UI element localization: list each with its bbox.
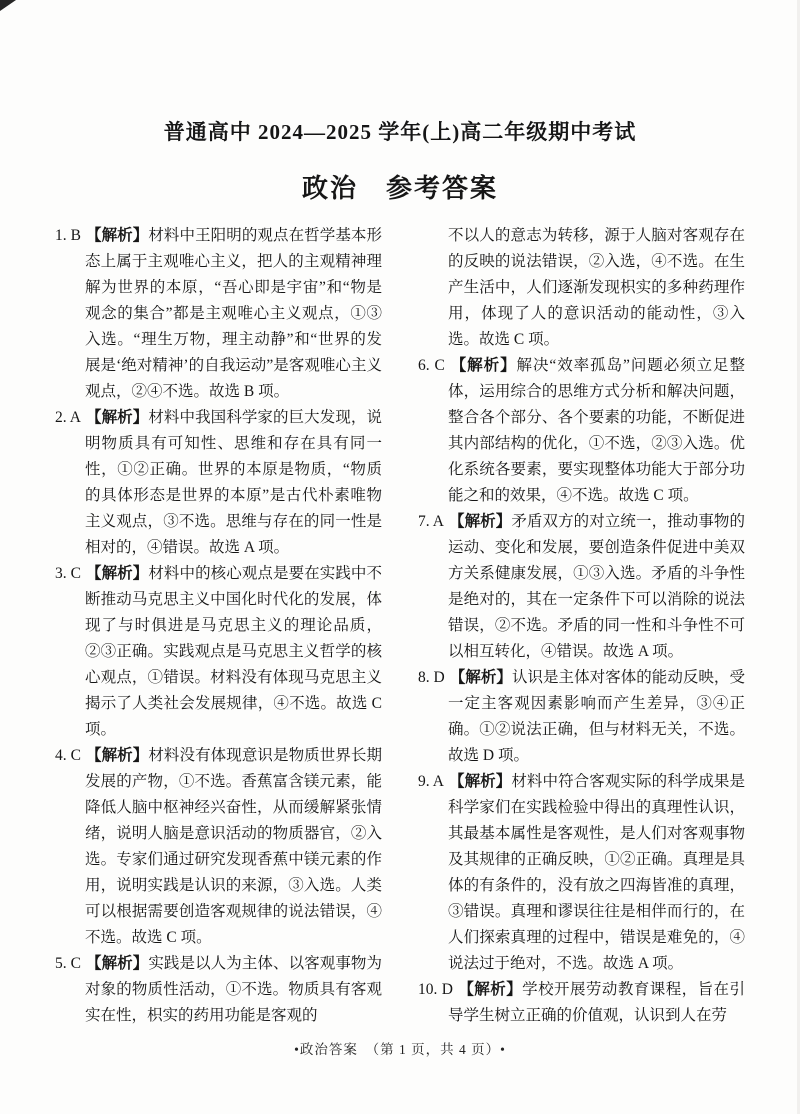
item-text: 矛盾双方的对立统一，推动事物的运动、变化和发展，要创造条件促进中美双方关系健康发展，①③入选。矛盾的斗争性是绝对的，其在一定条件下可以消除的说法错误，②不选。矛盾的同一性和斗争性不可以相互转化，④错误。故选 A 项。: [448, 513, 745, 660]
item-text: 材料中王阳明的观点在哲学基本形态上属于主观唯心主义，把人的主观精神理解为世界的本原，“吾心即是宇宙”和“物是观念的集合”都是主观唯心主义观点，①③入选。“理生万物，理主动静”和“世界的发展是‘绝对精神’的自我运动”是客观唯心主义观点，②④不选。故选 B 项。: [85, 227, 382, 400]
answer-item-5: [55, 951, 382, 1029]
answer-item-3: [55, 561, 382, 743]
analysis-tag: 【解析】: [449, 357, 517, 374]
page-footer: •政治答案 （第 1 页，共 4 页）•: [294, 1042, 506, 1057]
analysis-tag: 【解析】: [448, 773, 512, 790]
answer-item-2: [55, 405, 382, 561]
answer-item-7: [418, 509, 745, 665]
analysis-tag: 【解析】: [85, 747, 149, 764]
analysis-tag: 【解析】: [448, 513, 512, 530]
item-text: 认识是主体对客体的能动反映，受一定主客观因素影响而产生差异，③④正确。①②说法正确，但与材料无关，不选。故选 D 项。: [448, 669, 745, 764]
analysis-tag: 【解析】: [457, 981, 523, 998]
item-number: 2. A: [55, 409, 81, 426]
answer-column-left: [55, 223, 382, 1029]
answers-body: [0, 223, 800, 1029]
analysis-tag: 【解析】: [449, 669, 512, 686]
item-number: 1. B: [55, 227, 81, 244]
analysis-tag: 【解析】: [85, 955, 149, 972]
answer-item-10: [418, 977, 745, 1029]
answer-item-6: [418, 353, 745, 509]
item-number: 4. C: [55, 747, 81, 764]
item-text: 材料中我国科学家的巨大发现，说明物质具有可知性、思维和存在具有同一性，①②正确。世界的本原是物质，“物质的具体形态是世界的本原”是古代朴素唯物主义观点，③不选。思维与存在的同一性是相对的，④错误。故选 A 项。: [85, 409, 382, 556]
item-text: 学校开展劳动教育课程，旨在引导学生树立正确的价值观，认识到人在劳: [448, 981, 745, 1024]
answer-item-1: [55, 223, 382, 405]
item-text: 材料中符合客观实际的科学成果是科学家们在实践检验中得出的真理性认识，其最基本属性是客观性，是人们对客观事物及其规律的正确反映，①②正确。真理是具体的有条件的，没有放之四海皆准的真理，③错误。真理和谬误往往是相伴而行的，在人们探索真理的过程中，错误是难免的，④说法过于绝对，不选。故选 A 项。: [448, 773, 745, 972]
item-number: 7. A: [418, 513, 444, 530]
item-number: 3. C: [55, 565, 81, 582]
item-number: 8. D: [418, 669, 445, 686]
item-number: 5. C: [55, 955, 81, 972]
page-title: 普通高中 2024—2025 学年(上)高二年级期中考试: [163, 120, 637, 144]
analysis-tag: 【解析】: [85, 565, 149, 582]
analysis-tag: 【解析】: [85, 227, 149, 244]
answer-column-right: [418, 223, 745, 1029]
scan-corner-mark: [0, 0, 16, 11]
answer-item-4: [55, 743, 382, 951]
answer-item-9: [418, 769, 745, 977]
answer-item-5-continued: [418, 223, 745, 353]
item-text: 不以人的意志为转移，源于人脑对客观存在的反映的说法错误，②入选，④不选。在生产生活中，人们逐渐发现枳实的多种药理作用，体现了人的意识活动的能动性，③入选。故选 C 项。: [448, 227, 745, 348]
page-subtitle: 政治 参考答案: [301, 174, 498, 203]
item-text: 解决“效率孤岛”问题必须立足整体，运用综合的思维方式分析和解决问题，整合各个部分、各个要素的功能，不断促进其内部结构的优化，①不选，②③入选。优化系统各要素，要实现整体功能大于部分功能之和的效果，④不选。故选 C 项。: [448, 357, 746, 504]
answer-item-8: [418, 665, 745, 769]
item-text: 实践是以人为主体、以客观事物为对象的物质性活动，①不选。物质具有客观实在性，枳实的药用功能是客观的: [85, 955, 382, 1024]
analysis-tag: 【解析】: [85, 409, 149, 426]
item-text: 材料没有体现意识是物质世界长期发展的产物，①不选。香蕉富含镁元素，能降低人脑中枢神经兴奋性，从而缓解紧张情绪，说明人脑是意识活动的物质器官，②入选。专家们通过研究发现香蕉中镁元素的作用，说明实践是认识的来源，③入选。人类可以根据需要创造客观规律的说法错误，④不选。故选 C 项。: [85, 747, 382, 946]
item-number: 10. D: [418, 981, 453, 998]
item-number: 6. C: [418, 357, 445, 374]
item-number: 9. A: [418, 773, 444, 790]
item-text: 材料中的核心观点是要在实践中不断推动马克思主义中国化时代化的发展，体现了与时俱进是马克思主义的理论品质，②③正确。实践观点是马克思主义哲学的核心观点，①错误。材料没有体现马克思主义揭示了人类社会发展规律，④不选。故选 C 项。: [85, 565, 382, 738]
